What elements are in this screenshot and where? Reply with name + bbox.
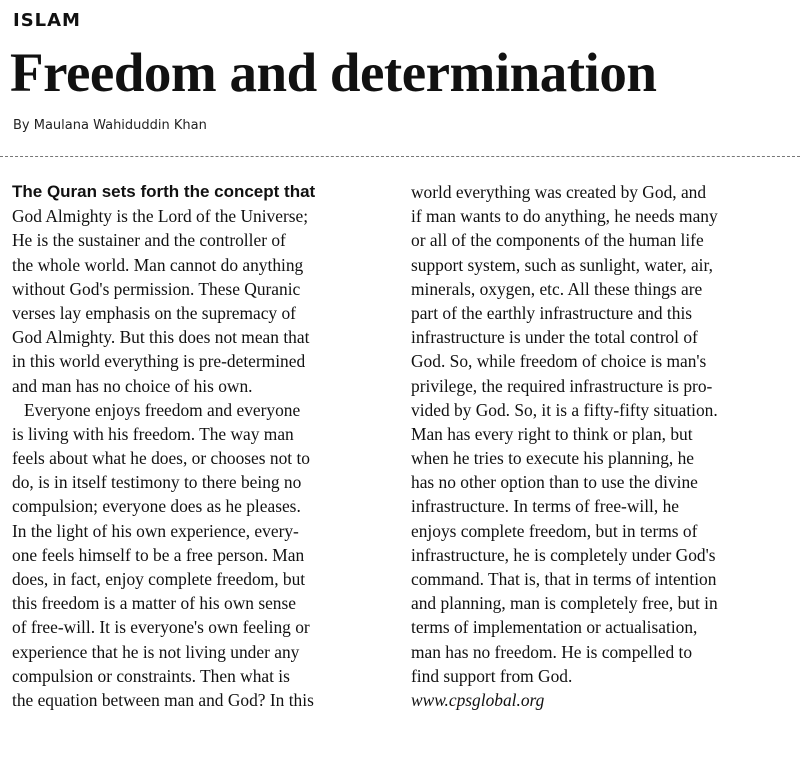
text-line: vided by God. So, it is a fifty-fifty situation. xyxy=(411,399,718,420)
text-line: when he tries to execute his planning, he xyxy=(411,448,694,469)
text-line: or all of the components of the human life xyxy=(411,230,704,251)
text-line: God Almighty is the Lord of the Universe; xyxy=(12,206,309,227)
text-line: is living with his freedom. The way man xyxy=(12,423,294,444)
text-line: without God's permission. These Quranic xyxy=(12,278,301,299)
text-line: part of the earthly infrastructure and this xyxy=(411,302,693,323)
text-line: do, is in itself testimony to there being no xyxy=(12,472,302,493)
website-link[interactable]: www.cpsglobal.org xyxy=(411,689,545,710)
text-line: Man has every right to think or plan, but xyxy=(411,423,693,444)
text-line: verses lay emphasis on the supremacy of xyxy=(12,302,296,323)
text-line: and man has no choice of his own. xyxy=(12,375,253,396)
text-line: feels about what he does, or chooses not to xyxy=(12,448,310,469)
text-line: world everything was created by God, and xyxy=(411,182,707,202)
text-line: privilege, the required infrastructure is pro- xyxy=(411,375,713,396)
right-column xyxy=(411,180,789,712)
text-line: experience that he is not living under any xyxy=(12,641,300,662)
text-line: infrastructure. In terms of free-will, he xyxy=(411,496,679,517)
text-line: terms of implementation or actualisation, xyxy=(411,617,698,638)
lead-line: The Quran sets forth the concept that xyxy=(12,182,316,201)
headline: Freedom and determination xyxy=(10,42,657,103)
divider xyxy=(0,156,800,157)
text-line: compulsion; everyone does as he pleases. xyxy=(12,496,301,517)
text-line: the equation between man and God? In this xyxy=(12,689,314,710)
text-line: God Almighty. But this does not mean that xyxy=(12,327,310,348)
text-line: one feels himself to be a free person. Man xyxy=(12,544,305,565)
text-line: in this world everything is pre-determined xyxy=(12,351,306,372)
text-line: find support from God. xyxy=(411,665,573,686)
text-line: Everyone enjoys freedom and everyone xyxy=(24,399,301,420)
text-line: if man wants to do anything, he needs many xyxy=(411,206,718,227)
text-line: this freedom is a matter of his own sense xyxy=(12,593,296,614)
left-column xyxy=(12,180,390,712)
text-line: the whole world. Man cannot do anything xyxy=(12,254,304,275)
text-line: God. So, while freedom of choice is man's xyxy=(411,351,707,372)
text-line: and planning, man is completely free, but in xyxy=(411,593,718,614)
text-line: enjoys complete freedom, but in terms of xyxy=(411,520,698,541)
text-line: does, in fact, enjoy complete freedom, but xyxy=(12,569,306,589)
byline: By Maulana Wahiduddin Khan xyxy=(13,118,207,133)
text-line: command. That is, that in terms of intention xyxy=(411,569,717,589)
text-line: infrastructure, he is completely under God's xyxy=(411,544,716,565)
text-line: has no other option than to use the divine xyxy=(411,472,698,493)
text-line: man has no freedom. He is compelled to xyxy=(411,641,693,662)
text-line: infrastructure is under the total control of xyxy=(411,327,698,348)
text-line: support system, such as sunlight, water, air, xyxy=(411,254,713,275)
text-line: In the light of his own experience, every- xyxy=(12,520,299,541)
section-label: ISLAM xyxy=(13,10,81,31)
text-line: of free-will. It is everyone's own feeling or xyxy=(12,617,310,638)
text-line: minerals, oxygen, etc. All these things are xyxy=(411,278,703,299)
text-line: He is the sustainer and the controller of xyxy=(12,230,286,251)
text-line: compulsion or constraints. Then what is xyxy=(12,665,290,686)
